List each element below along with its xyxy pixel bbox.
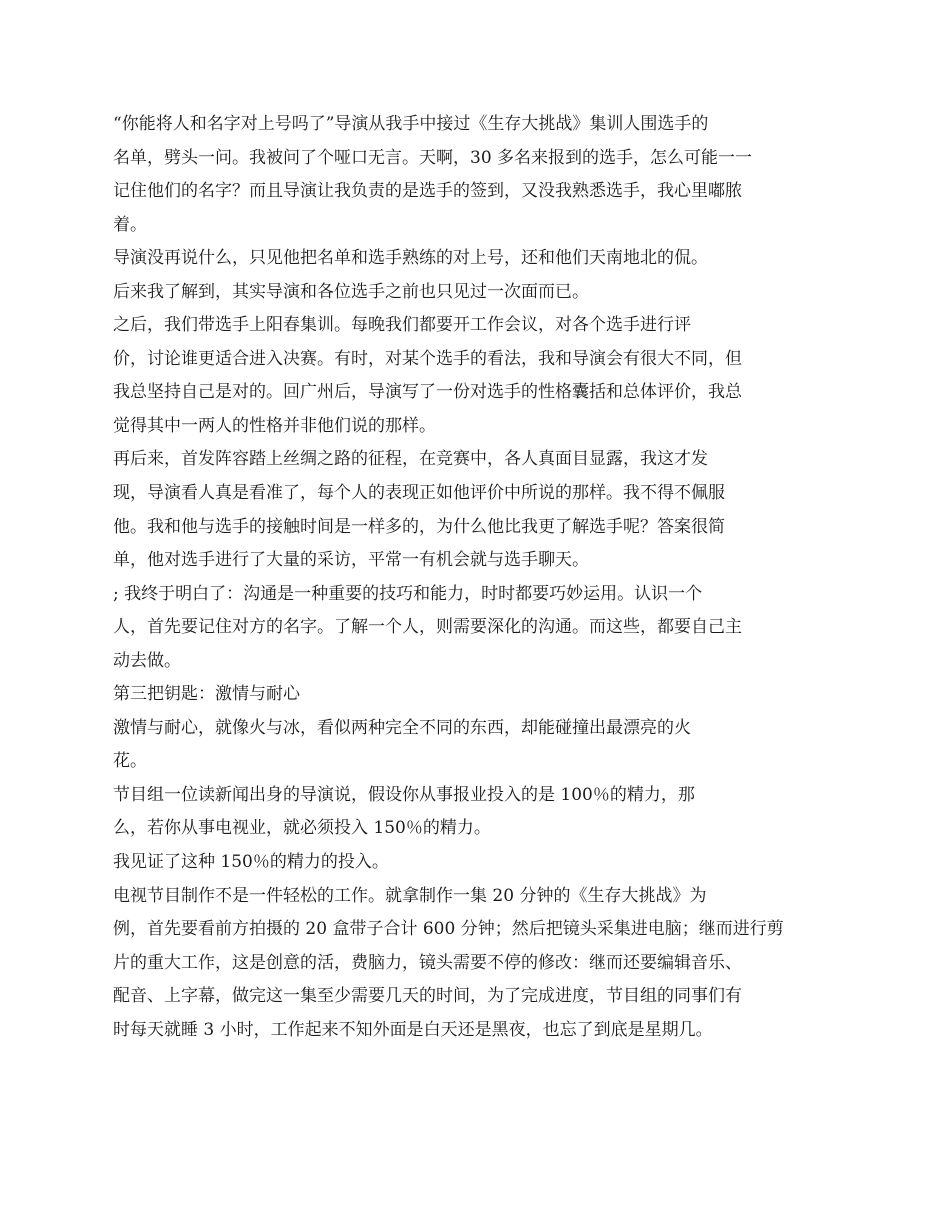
text-line: 觉得其中一两人的性格并非他们说的那样。	[113, 415, 436, 436]
text-line: 花。	[113, 751, 147, 772]
text-line: 动去做。	[113, 650, 181, 671]
text-line: 再后来，首发阵容踏上丝绸之路的征程，在竞赛中，各人真面目显露，我这才发	[113, 449, 708, 470]
text-line: 名单，劈头一问。我被问了个哑口无言。天啊，30 多名来报到的选手，怎么可能一一	[113, 147, 753, 168]
text-line: 电视节目制作不是一件轻松的工作。就拿制作一集 20 分钟的《生存大挑战》为	[113, 885, 707, 906]
text-line: 之后，我们带选手上阳春集训。每晚我们都要开工作会议，对各个选手进行评	[113, 315, 691, 336]
text-line: “你能将人和名字对上号吗了”导演从我手中接过《生存大挑战》集训人围选手的	[113, 114, 709, 134]
text-line: 我见证了这种 150％的精力的投入。	[113, 852, 389, 873]
section-heading: 第三把钥匙：激情与耐心	[113, 684, 300, 705]
text-line: 后来我了解到，其实导演和各位选手之前也只见过一次面而已。	[113, 281, 589, 302]
text-line: 价，讨论谁更适合进入决赛。有时，对某个选手的看法，我和导演会有很大不同，但	[113, 348, 742, 369]
text-line: 他。我和他与选手的接触时间是一样多的，为什么他比我更了解选手呢？答案很简	[113, 516, 725, 537]
text-line: 片的重大工作，这是创意的活，费脑力，镜头需要不停的修改：继而还要编辑音乐、	[113, 952, 742, 973]
text-line: 人，首先要记住对方的名字。了解一个人，则需要深化的沟通。而这些，都要自己主	[113, 617, 742, 638]
text-line: 节目组一位读新闻出身的导演说，假设你从事报业投入的是 100％的精力，那	[113, 784, 695, 805]
text-line: 着。	[113, 214, 147, 235]
text-line: 导演没再说什么，只见他把名单和选手熟练的对上号，还和他们天南地北的侃。	[113, 248, 708, 269]
text-line: 现，导演看人真是看准了，每个人的表现正如他评价中所说的那样。我不得不佩服	[113, 483, 725, 504]
text-line: 时每天就睡 3 小时，工作起来不知外面是白天还是黑夜，也忘了到底是星期几。	[113, 1019, 713, 1040]
text-line: 么，若你从事电视业，就必须投入 150％的精力。	[113, 818, 491, 839]
text-line: 单，他对选手进行了大量的采访，平常一有机会就与选手聊天。	[113, 550, 589, 571]
text-line: 例，首先要看前方拍摄的 20 盒带子合计 600 分钟；然后把镜头采集进电脑；继而进行剪	[113, 919, 784, 940]
text-line: 我总坚持自己是对的。回广州后，导演写了一份对选手的性格囊括和总体评价，我总	[113, 382, 742, 403]
text-line: 配音、上字幕，做完这一集至少需要几天的时间，为了完成进度，节目组的同事们有	[113, 986, 742, 1007]
text-line: ; 我终于明白了：沟通是一种重要的技巧和能力，时时都要巧妙运用。认识一个	[113, 583, 703, 604]
body-text	[113, 108, 843, 1047]
text-line: 激情与耐心，就像火与冰，看似两种完全不同的东西，却能碰撞出最漂亮的火	[113, 717, 691, 738]
text-line: 记住他们的名字？而且导演让我负责的是选手的签到，又没我熟悉选手，我心里嘟脓	[113, 181, 742, 202]
